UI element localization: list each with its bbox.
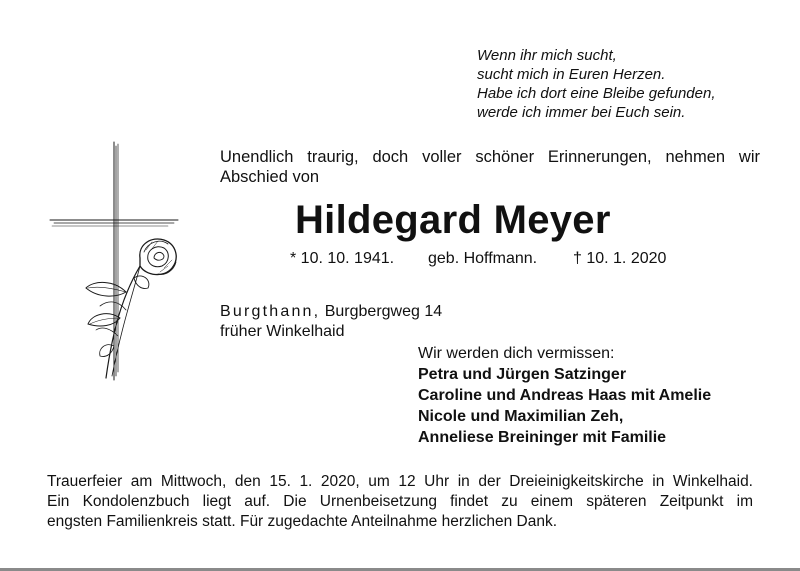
town: Burgthann,	[220, 303, 321, 320]
mourner-name: Caroline und Andreas Haas mit Amelie	[418, 387, 712, 404]
footer-line: engsten Familienkreis statt. Für zugedachte Anteilnahme herzlichen Dank.	[47, 513, 558, 530]
mourners-intro: Wir werden dich vermissen:	[418, 345, 615, 362]
poem-line: sucht mich in Euren Herzen.	[477, 66, 666, 83]
former-residence: früher Winkelhaid	[220, 323, 345, 340]
footer-line: Trauerfeier am Mittwoch, den 15. 1. 2020, um 12 Uhr in der Dreieinigkeitskirche in Winkelhaid.	[47, 473, 753, 490]
poem-line: Wenn ihr mich sucht,	[477, 47, 617, 64]
mourner-name: Nicole und Maximilian Zeh,	[418, 408, 624, 425]
maiden-name: geb. Hoffmann.	[428, 250, 538, 267]
cross-with-rose-icon	[48, 140, 183, 390]
address-block	[220, 302, 442, 342]
poem-line: werde ich immer bei Euch sein.	[477, 104, 686, 121]
memorial-poem	[477, 46, 716, 122]
funeral-info	[47, 472, 753, 532]
footer-line: Ein Kondolenzbuch liegt auf. Die Urnenbeisetzung findet zu einem späteren Zeitpunkt im	[47, 493, 753, 510]
poem-line: Habe ich dort eine Bleibe gefunden,	[477, 85, 716, 102]
birth-date: * 10. 10. 1941.	[290, 250, 395, 267]
death-date: † 10. 1. 2020	[573, 250, 667, 267]
street: Burgbergweg 14	[324, 303, 443, 320]
mourner-name: Anneliese Breininger mit Familie	[418, 429, 667, 446]
address-line	[220, 302, 442, 322]
mourner-name: Petra und Jürgen Satzinger	[418, 366, 627, 383]
intro-text: Unendlich traurig, doch voller schöner Erinnerungen, nehmen wir Abschied von	[220, 148, 760, 186]
deceased-name: Hildegard Meyer	[295, 198, 611, 242]
mourners-block	[418, 343, 711, 448]
